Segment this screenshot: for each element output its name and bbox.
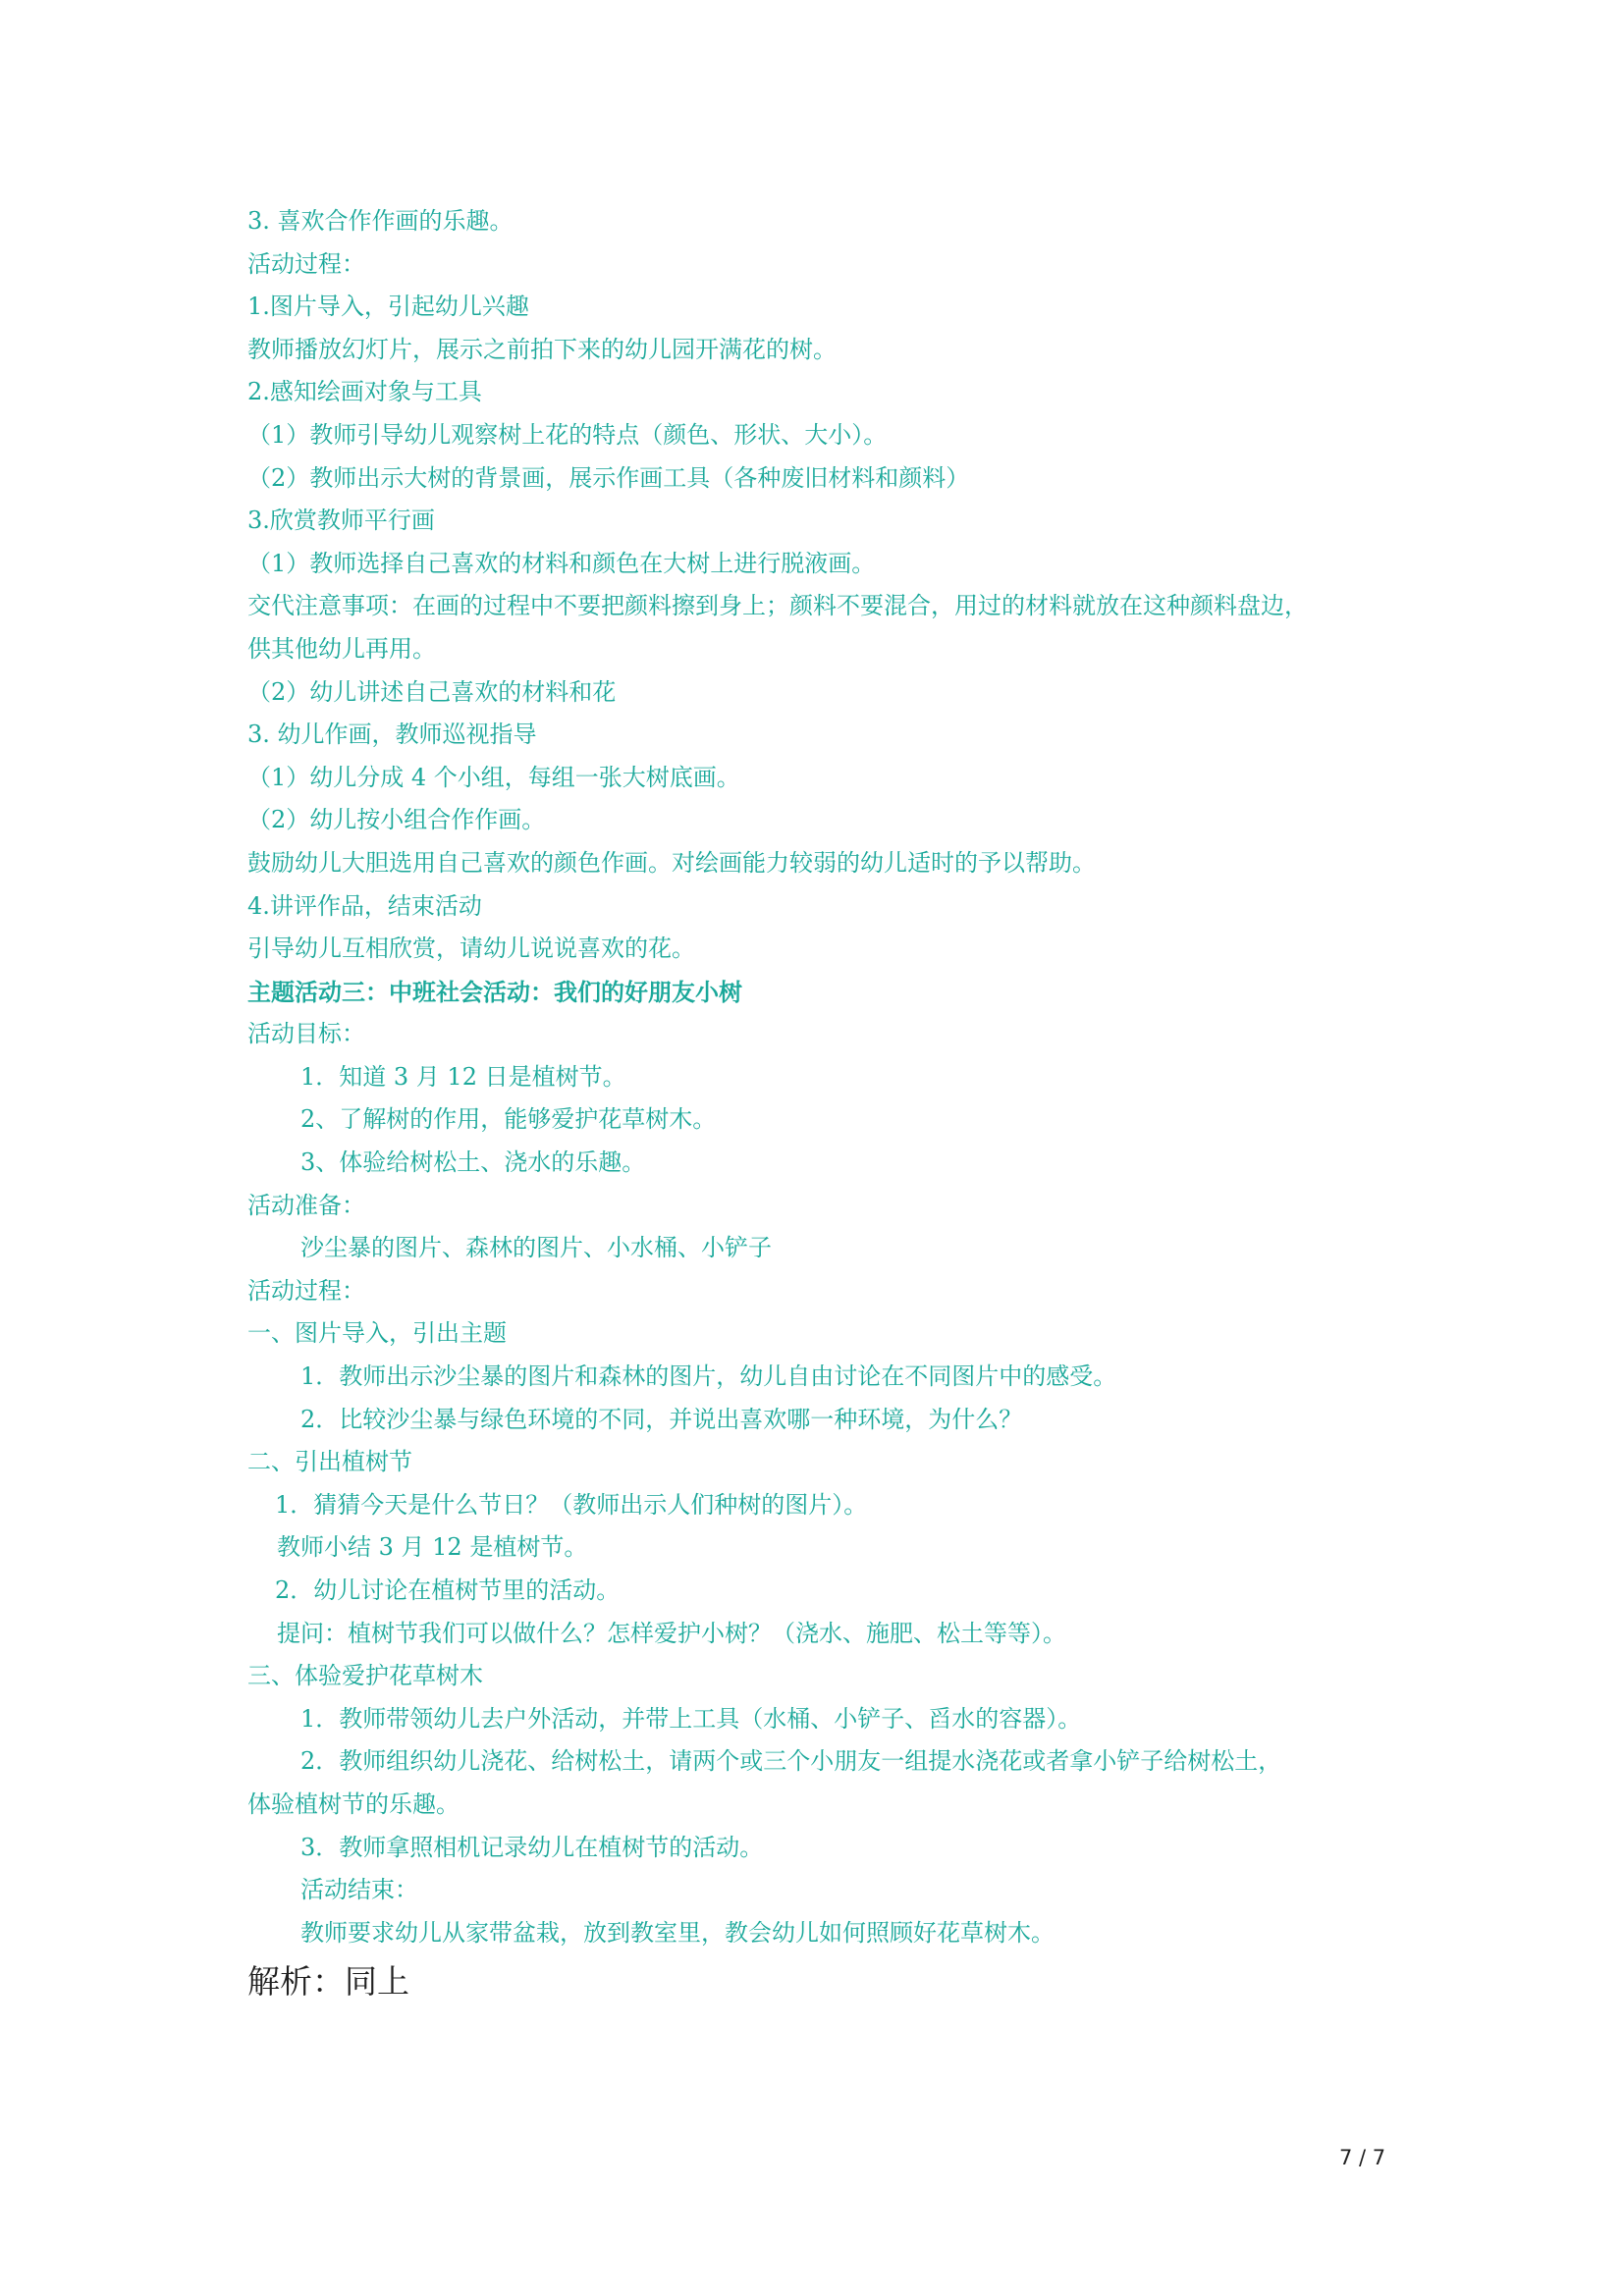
text-line: 交代注意事项：在画的过程中不要把颜料擦到身上；颜料不要混合，用过的材料就放在这种颜料盘边，	[247, 592, 1308, 620]
text-line: 引导幼儿互相欣赏，请幼儿说说喜欢的花。	[247, 934, 695, 963]
text-line: 4.讲评作品，结束活动	[247, 891, 482, 920]
text-line: （2）幼儿按小组合作作画。	[247, 806, 546, 834]
text-line: 2、了解树的作用，能够爱护花草树木。	[300, 1105, 717, 1134]
text-line: 2．幼儿讨论在植树节里的活动。	[275, 1576, 621, 1604]
text-line: 教师要求幼儿从家带盆栽，放到教室里，教会幼儿如何照顾好花草树木。	[300, 1918, 1055, 1947]
document-body	[247, 200, 1386, 2009]
text-line: 活动结束：	[300, 1876, 418, 1904]
text-line: 教师播放幻灯片，展示之前拍下来的幼儿园开满花的树。	[247, 335, 837, 363]
text-line: 3、体验给树松土、浇水的乐趣。	[300, 1148, 646, 1177]
text-line: 3. 喜欢合作作画的乐趣。	[247, 207, 514, 235]
text-line: 活动过程：	[247, 1276, 365, 1305]
text-line: 体验植树节的乐趣。	[247, 1789, 460, 1818]
text-line: （1）教师选择自己喜欢的材料和颜色在大树上进行脱液画。	[247, 549, 876, 577]
text-line: 2.感知绘画对象与工具	[247, 378, 482, 406]
text-line: 3．教师拿照相机记录幼儿在植树节的活动。	[300, 1833, 764, 1861]
text-line: 3. 幼儿作画，教师巡视指导	[247, 721, 537, 749]
section-heading: 主题活动三：中班社会活动：我们的好朋友小树	[247, 977, 742, 1006]
text-line: 1．教师带领幼儿去户外活动，并带上工具（水桶、小铲子、舀水的容器）。	[300, 1704, 1082, 1733]
text-line: 教师小结 3 月 12 是植树节。	[277, 1533, 588, 1562]
text-line: 鼓励幼儿大胆选用自己喜欢的颜色作画。对绘画能力较弱的幼儿适时的予以帮助。	[247, 848, 1096, 877]
text-line: 2．教师组织幼儿浇花、给树松土，请两个或三个小朋友一组提水浇花或者拿小铲子给树松土，	[300, 1747, 1282, 1776]
text-line: （2）教师出示大树的背景画，展示作画工具（各种废旧材料和颜料）	[247, 463, 970, 492]
text-line: 1.图片导入，引起幼儿兴趣	[247, 293, 529, 321]
text-line: 1．知道 3 月 12 日是植树节。	[300, 1062, 626, 1091]
text-line: 三、体验爱护花草树木	[247, 1662, 483, 1690]
text-line: 活动准备：	[247, 1191, 365, 1219]
analysis-line: 解析：同上	[247, 1962, 409, 2002]
page-number: 7 / 7	[1339, 2146, 1386, 2169]
text-line: 1．教师出示沙尘暴的图片和森林的图片，幼儿自由讨论在不同图片中的感受。	[300, 1362, 1117, 1391]
text-line: 一、图片导入，引出主题	[247, 1319, 507, 1348]
text-line: 沙尘暴的图片、森林的图片、小水桶、小铲子	[300, 1234, 772, 1262]
text-line: 3.欣赏教师平行画	[247, 507, 435, 535]
text-line: （1）教师引导幼儿观察树上花的特点（颜色、形状、大小）。	[247, 420, 888, 449]
text-line: 二、引出植树节	[247, 1448, 412, 1476]
text-line: （1）幼儿分成 4 个小组，每组一张大树底画。	[247, 763, 740, 791]
text-line: 1．猜猜今天是什么节日？（教师出示人们种树的图片）。	[275, 1490, 868, 1519]
text-line: （2）幼儿讲述自己喜欢的材料和花	[247, 677, 617, 706]
text-line: 供其他幼儿再用。	[247, 634, 436, 663]
text-line: 2．比较沙尘暴与绿色环境的不同，并说出喜欢哪一种环境，为什么？	[300, 1405, 1023, 1433]
text-line: 活动过程：	[247, 249, 365, 278]
text-line: 提问：植树节我们可以做什么？怎样爱护小树？（浇水、施肥、松土等等）。	[277, 1619, 1066, 1647]
text-line: 活动目标：	[247, 1020, 365, 1048]
